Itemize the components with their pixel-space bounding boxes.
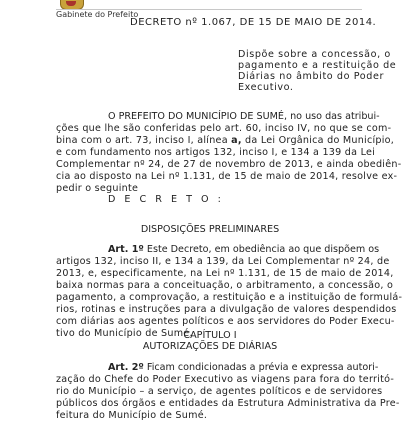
article-line: pagamento, a comprovação, a restituição e a instituição de formulá-: [56, 292, 403, 303]
article-line: baixa normas para a conceituação, o arbitramento, a concessão, o: [56, 280, 394, 291]
preamble-line: O PREFEITO DO MUNICÍPIO DE SUMÉ, no uso das atribui-: [108, 111, 380, 122]
article-line: 2013, e, especificamente, na Lei nº 1.131, de 15 de maio de 2014,: [56, 268, 394, 279]
article-line: rio do Município – a serviço, de agentes políticos e de servidores: [56, 386, 383, 397]
article-line: tivo do Município de Sumé.: [56, 328, 193, 339]
preamble-line: pedir o seguinte: [56, 183, 139, 194]
article-label: Art. 1º: [108, 244, 144, 255]
preamble-line: cia ao disposto na Lei nº 1.131, de 15 de maio de 2014, resolve ex-: [56, 171, 398, 182]
preamble-text: da Lei Orgânica do Município,: [241, 135, 395, 146]
article-text: Este Decreto, em obediência ao que dispõem os: [143, 244, 380, 255]
ementa-line: Diárias no âmbito do Poder: [238, 71, 384, 82]
article-line: rios, rotinas e instruções para a divulgação de valores despendidos: [56, 304, 397, 315]
article-line: artigos 132, inciso II, e 134 a 139, da Lei Complementar nº 24, de: [56, 256, 390, 267]
letterhead: [0, 0, 420, 10]
article-text: Ficam condicionadas a prévia e expressa autori-: [143, 362, 379, 373]
office-name: Gabinete do Prefeito: [56, 10, 139, 19]
section-title: DISPOSIÇÕES PRELIMINARES: [140, 224, 280, 235]
preamble-bold: a,: [231, 135, 242, 146]
article-line: com diárias aos agentes políticos e aos servidores do Poder Execu-: [56, 316, 395, 327]
article-line: feitura do Município de Sumé.: [56, 410, 208, 421]
article-line: zação do Chefe do Poder Executivo as viagens para fora do territó-: [56, 374, 395, 385]
chapter-heading: CAPÍTULO I: [183, 330, 237, 341]
ementa-line: pagamento e a restituição de: [238, 60, 397, 71]
article-label: Art. 2º: [108, 362, 144, 373]
chapter-title: AUTORIZAÇÕES DE DIÁRIAS: [142, 341, 278, 352]
ementa-line: Dispõe sobre a concessão, o: [238, 49, 391, 60]
decree-title: DECRETO nº 1.067, DE 15 DE MAIO DE 2014.: [130, 17, 377, 28]
preamble-line: [56, 135, 394, 147]
article-line: públicos dos órgãos e entidades da Estrutura Administrativa da Pre-: [56, 398, 400, 409]
preamble-line: ções que lhe são conferidas pelo art. 60, inciso IV, no que se com-: [56, 123, 392, 134]
article-line: [108, 244, 379, 256]
ementa-line: Executivo.: [238, 82, 294, 93]
preamble-line: Complementar nº 24, de 27 de novembro de 2013, e ainda obediên-: [56, 159, 402, 170]
preamble-text: bina com o art. 73, inciso I, alínea: [56, 135, 232, 146]
preamble-line: e com fundamento nos artigos 132, inciso I, e 134 a 139 da Lei: [56, 147, 376, 158]
decreta-heading: D E C R E T O :: [108, 194, 224, 205]
article-line: [108, 362, 378, 374]
